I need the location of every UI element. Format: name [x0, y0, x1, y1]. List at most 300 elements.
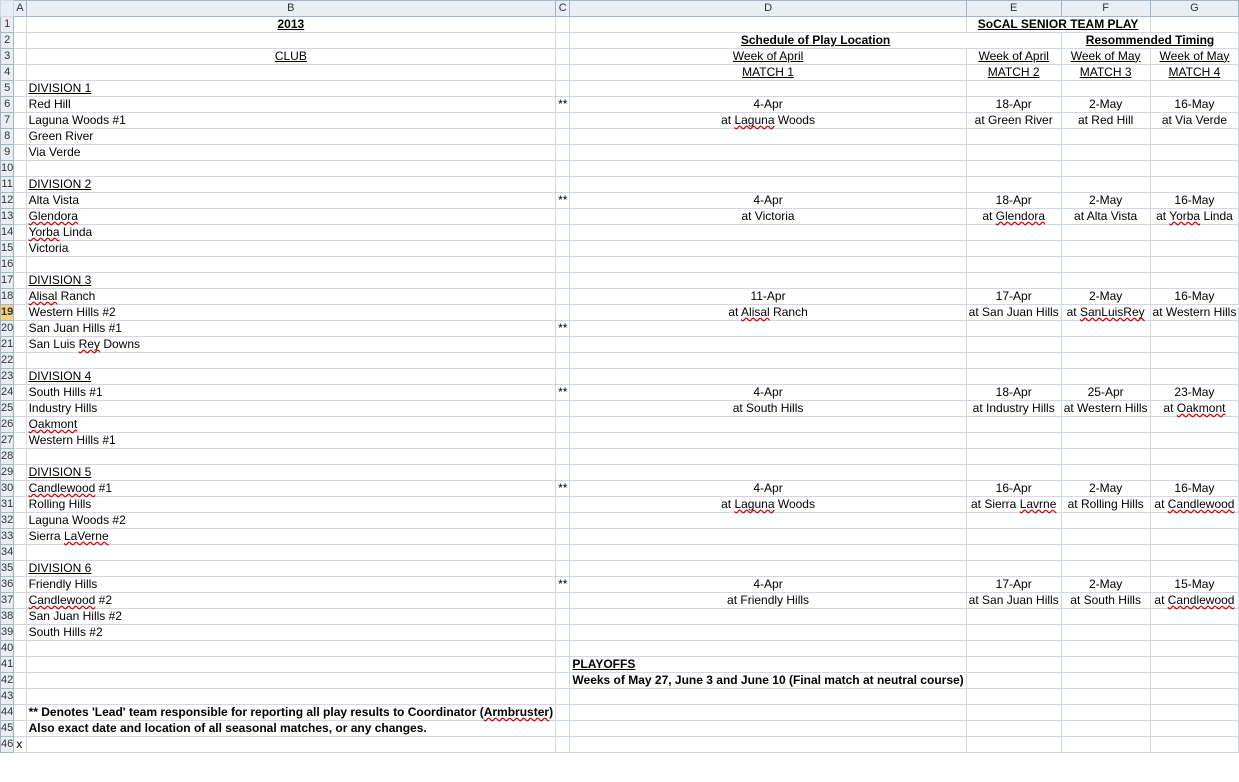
cell-e28[interactable] [966, 448, 1061, 464]
cell-e46[interactable] [966, 736, 1061, 752]
cell-b15[interactable] [26, 240, 555, 256]
cell-c14[interactable] [556, 224, 570, 240]
cell-g39[interactable] [1150, 624, 1239, 640]
cell-d5[interactable] [570, 80, 966, 96]
cell-c11[interactable] [556, 176, 570, 192]
row-header-3[interactable]: 3 [1, 48, 14, 64]
cell-d36[interactable] [570, 576, 966, 592]
cell-a19[interactable] [14, 304, 26, 320]
cell-a10[interactable] [14, 160, 26, 176]
cell-f28[interactable] [1061, 448, 1150, 464]
cell-a7[interactable] [14, 112, 26, 128]
cell-e44[interactable] [966, 704, 1061, 720]
select-all-corner[interactable] [1, 1, 14, 17]
cell-b41[interactable] [26, 656, 555, 672]
cell-c1[interactable] [556, 16, 570, 32]
cell-f12[interactable] [1061, 192, 1150, 208]
cell-g10[interactable] [1150, 160, 1239, 176]
cell-g26[interactable] [1150, 416, 1239, 432]
cell-a18[interactable] [14, 288, 26, 304]
cell-b42[interactable] [26, 672, 555, 688]
cell-g34[interactable] [1150, 544, 1239, 560]
cell-g37[interactable] [1150, 592, 1239, 608]
cell-c24[interactable] [556, 384, 570, 400]
cell-b40[interactable] [26, 640, 555, 656]
cell-e37[interactable] [966, 592, 1061, 608]
row-header-33[interactable]: 33 [1, 528, 14, 544]
cell-e45[interactable] [966, 720, 1061, 736]
cell-d43[interactable] [570, 688, 966, 704]
cell-d41[interactable] [570, 656, 966, 672]
cell-f17[interactable] [1061, 272, 1150, 288]
cell-d22[interactable] [570, 352, 966, 368]
cell-d31[interactable] [570, 496, 966, 512]
cell-c31[interactable] [556, 496, 570, 512]
column-header-b[interactable]: B [26, 1, 555, 17]
cell-g35[interactable] [1150, 560, 1239, 576]
cell-c41[interactable] [556, 656, 570, 672]
cell-a29[interactable] [14, 464, 26, 480]
cell-g5[interactable] [1150, 80, 1239, 96]
cell-e21[interactable] [966, 336, 1061, 352]
cell-g13[interactable] [1150, 208, 1239, 224]
cell-c9[interactable] [556, 144, 570, 160]
cell-a16[interactable] [14, 256, 26, 272]
cell-b5[interactable] [26, 80, 555, 96]
cell-b2[interactable] [26, 32, 555, 48]
cell-f19[interactable] [1061, 304, 1150, 320]
cell-f32[interactable] [1061, 512, 1150, 528]
cell-b26[interactable] [26, 416, 555, 432]
row-header-21[interactable]: 21 [1, 336, 14, 352]
cell-d29[interactable] [570, 464, 966, 480]
cell-a21[interactable] [14, 336, 26, 352]
cell-c18[interactable] [556, 288, 570, 304]
cell-b22[interactable] [26, 352, 555, 368]
cell-b13[interactable] [26, 208, 555, 224]
cell-c23[interactable] [556, 368, 570, 384]
cell-g23[interactable] [1150, 368, 1239, 384]
cell-a4[interactable] [14, 64, 26, 80]
cell-b28[interactable] [26, 448, 555, 464]
cell-c27[interactable] [556, 432, 570, 448]
cell-g27[interactable] [1150, 432, 1239, 448]
cell-f45[interactable] [1061, 720, 1150, 736]
cell-a36[interactable] [14, 576, 26, 592]
cell-d44[interactable] [570, 704, 966, 720]
cell-g8[interactable] [1150, 128, 1239, 144]
cell-e11[interactable] [966, 176, 1061, 192]
cell-c30[interactable] [556, 480, 570, 496]
cell-e23[interactable] [966, 368, 1061, 384]
cell-c22[interactable] [556, 352, 570, 368]
cell-a43[interactable] [14, 688, 26, 704]
row-header-5[interactable]: 5 [1, 80, 14, 96]
column-header-d[interactable]: D [570, 1, 966, 17]
cell-f30[interactable] [1061, 480, 1150, 496]
cell-b17[interactable] [26, 272, 555, 288]
cell-c7[interactable] [556, 112, 570, 128]
cell-e38[interactable] [966, 608, 1061, 624]
cell-e24[interactable] [966, 384, 1061, 400]
cell-g25[interactable] [1150, 400, 1239, 416]
cell-g18[interactable] [1150, 288, 1239, 304]
cell-f29[interactable] [1061, 464, 1150, 480]
cell-a23[interactable] [14, 368, 26, 384]
cell-a1[interactable] [14, 16, 26, 32]
cell-d26[interactable] [570, 416, 966, 432]
cell-b14[interactable] [26, 224, 555, 240]
cell-b25[interactable] [26, 400, 555, 416]
row-header-11[interactable]: 11 [1, 176, 14, 192]
cell-c34[interactable] [556, 544, 570, 560]
cell-d1[interactable] [570, 16, 966, 32]
row-header-39[interactable]: 39 [1, 624, 14, 640]
row-header-30[interactable]: 30 [1, 480, 14, 496]
cell-g42[interactable] [1150, 672, 1239, 688]
cell-a27[interactable] [14, 432, 26, 448]
cell-d7[interactable] [570, 112, 966, 128]
row-header-25[interactable]: 25 [1, 400, 14, 416]
row-header-43[interactable]: 43 [1, 688, 14, 704]
row-header-28[interactable]: 28 [1, 448, 14, 464]
cell-c5[interactable] [556, 80, 570, 96]
cell-g44[interactable] [1150, 704, 1239, 720]
cell-f23[interactable] [1061, 368, 1150, 384]
row-header-10[interactable]: 10 [1, 160, 14, 176]
row-header-46[interactable]: 46 [1, 736, 14, 752]
cell-c13[interactable] [556, 208, 570, 224]
cell-c19[interactable] [556, 304, 570, 320]
cell-g45[interactable] [1150, 720, 1239, 736]
column-header-g[interactable]: G [1150, 1, 1239, 17]
cell-c38[interactable] [556, 608, 570, 624]
cell-c39[interactable] [556, 624, 570, 640]
cell-a14[interactable] [14, 224, 26, 240]
cell-a6[interactable] [14, 96, 26, 112]
cell-c28[interactable] [556, 448, 570, 464]
cell-f37[interactable] [1061, 592, 1150, 608]
cell-e31[interactable] [966, 496, 1061, 512]
cell-f21[interactable] [1061, 336, 1150, 352]
cell-f35[interactable] [1061, 560, 1150, 576]
cell-b12[interactable] [26, 192, 555, 208]
cell-d21[interactable] [570, 336, 966, 352]
row-header-32[interactable]: 32 [1, 512, 14, 528]
cell-b27[interactable] [26, 432, 555, 448]
cell-b44[interactable] [26, 704, 555, 720]
cell-d38[interactable] [570, 608, 966, 624]
cell-g3[interactable] [1150, 48, 1239, 64]
cell-e36[interactable] [966, 576, 1061, 592]
cell-e18[interactable] [966, 288, 1061, 304]
cell-a37[interactable] [14, 592, 26, 608]
cell-a22[interactable] [14, 352, 26, 368]
cell-b30[interactable] [26, 480, 555, 496]
column-header-e[interactable]: E [966, 1, 1061, 17]
cell-b35[interactable] [26, 560, 555, 576]
cell-g4[interactable] [1150, 64, 1239, 80]
row-header-27[interactable]: 27 [1, 432, 14, 448]
cell-e27[interactable] [966, 432, 1061, 448]
cell-e29[interactable] [966, 464, 1061, 480]
cell-a46[interactable] [14, 736, 26, 752]
cell-c32[interactable] [556, 512, 570, 528]
row-header-4[interactable]: 4 [1, 64, 14, 80]
cell-g7[interactable] [1150, 112, 1239, 128]
cell-e19[interactable] [966, 304, 1061, 320]
cell-e41[interactable] [966, 656, 1061, 672]
cell-f6[interactable] [1061, 96, 1150, 112]
row-header-29[interactable]: 29 [1, 464, 14, 480]
cell-b34[interactable] [26, 544, 555, 560]
row-header-40[interactable]: 40 [1, 640, 14, 656]
cell-b10[interactable] [26, 160, 555, 176]
cell-d24[interactable] [570, 384, 966, 400]
cell-a26[interactable] [14, 416, 26, 432]
cell-f2[interactable] [1061, 32, 1239, 48]
cell-e40[interactable] [966, 640, 1061, 656]
cell-b4[interactable] [26, 64, 555, 80]
cell-d18[interactable] [570, 288, 966, 304]
cell-e34[interactable] [966, 544, 1061, 560]
cell-a42[interactable] [14, 672, 26, 688]
cell-a44[interactable] [14, 704, 26, 720]
cell-d37[interactable] [570, 592, 966, 608]
cell-e14[interactable] [966, 224, 1061, 240]
cell-d30[interactable] [570, 480, 966, 496]
cell-a20[interactable] [14, 320, 26, 336]
row-header-45[interactable]: 45 [1, 720, 14, 736]
cell-d40[interactable] [570, 640, 966, 656]
cell-g43[interactable] [1150, 688, 1239, 704]
cell-g32[interactable] [1150, 512, 1239, 528]
cell-f27[interactable] [1061, 432, 1150, 448]
cell-e39[interactable] [966, 624, 1061, 640]
cell-g9[interactable] [1150, 144, 1239, 160]
cell-g29[interactable] [1150, 464, 1239, 480]
cell-a35[interactable] [14, 560, 26, 576]
row-header-15[interactable]: 15 [1, 240, 14, 256]
cell-a11[interactable] [14, 176, 26, 192]
cell-g1[interactable] [1150, 16, 1239, 32]
cell-d28[interactable] [570, 448, 966, 464]
cell-a5[interactable] [14, 80, 26, 96]
cell-c21[interactable] [556, 336, 570, 352]
cell-f34[interactable] [1061, 544, 1150, 560]
cell-d39[interactable] [570, 624, 966, 640]
cell-b16[interactable] [26, 256, 555, 272]
cell-f16[interactable] [1061, 256, 1150, 272]
cell-b9[interactable] [26, 144, 555, 160]
cell-g31[interactable] [1150, 496, 1239, 512]
cell-d19[interactable] [570, 304, 966, 320]
cell-c3[interactable] [556, 48, 570, 64]
cell-c26[interactable] [556, 416, 570, 432]
cell-f25[interactable] [1061, 400, 1150, 416]
cell-g15[interactable] [1150, 240, 1239, 256]
cell-d11[interactable] [570, 176, 966, 192]
cell-c17[interactable] [556, 272, 570, 288]
cell-b19[interactable] [26, 304, 555, 320]
cell-f31[interactable] [1061, 496, 1150, 512]
cell-c43[interactable] [556, 688, 570, 704]
cell-e8[interactable] [966, 128, 1061, 144]
cell-c6[interactable] [556, 96, 570, 112]
cell-d12[interactable] [570, 192, 966, 208]
cell-f10[interactable] [1061, 160, 1150, 176]
cell-c36[interactable] [556, 576, 570, 592]
cell-e13[interactable] [966, 208, 1061, 224]
column-header-f[interactable]: F [1061, 1, 1150, 17]
cell-f41[interactable] [1061, 656, 1150, 672]
cell-a39[interactable] [14, 624, 26, 640]
cell-g19[interactable] [1150, 304, 1239, 320]
cell-e20[interactable] [966, 320, 1061, 336]
cell-b38[interactable] [26, 608, 555, 624]
cell-a8[interactable] [14, 128, 26, 144]
row-header-13[interactable]: 13 [1, 208, 14, 224]
cell-a33[interactable] [14, 528, 26, 544]
cell-f36[interactable] [1061, 576, 1150, 592]
cell-b39[interactable] [26, 624, 555, 640]
cell-g11[interactable] [1150, 176, 1239, 192]
cell-e9[interactable] [966, 144, 1061, 160]
cell-a45[interactable] [14, 720, 26, 736]
cell-e12[interactable] [966, 192, 1061, 208]
cell-f7[interactable] [1061, 112, 1150, 128]
cell-b36[interactable] [26, 576, 555, 592]
cell-a25[interactable] [14, 400, 26, 416]
cell-c33[interactable] [556, 528, 570, 544]
cell-f24[interactable] [1061, 384, 1150, 400]
row-header-9[interactable]: 9 [1, 144, 14, 160]
cell-a9[interactable] [14, 144, 26, 160]
cell-b43[interactable] [26, 688, 555, 704]
cell-g14[interactable] [1150, 224, 1239, 240]
cell-c29[interactable] [556, 464, 570, 480]
cell-d6[interactable] [570, 96, 966, 112]
cell-b11[interactable] [26, 176, 555, 192]
cell-b32[interactable] [26, 512, 555, 528]
cell-f3[interactable] [1061, 48, 1150, 64]
row-header-12[interactable]: 12 [1, 192, 14, 208]
cell-c40[interactable] [556, 640, 570, 656]
cell-g17[interactable] [1150, 272, 1239, 288]
row-header-20[interactable]: 20 [1, 320, 14, 336]
row-header-35[interactable]: 35 [1, 560, 14, 576]
cell-b24[interactable] [26, 384, 555, 400]
row-header-42[interactable]: 42 [1, 672, 14, 688]
cell-f39[interactable] [1061, 624, 1150, 640]
row-header-6[interactable]: 6 [1, 96, 14, 112]
row-header-23[interactable]: 23 [1, 368, 14, 384]
cell-b7[interactable] [26, 112, 555, 128]
cell-g24[interactable] [1150, 384, 1239, 400]
cell-e32[interactable] [966, 512, 1061, 528]
cell-e1[interactable] [966, 16, 1150, 32]
row-header-22[interactable]: 22 [1, 352, 14, 368]
row-header-2[interactable]: 2 [1, 32, 14, 48]
cell-f9[interactable] [1061, 144, 1150, 160]
row-header-31[interactable]: 31 [1, 496, 14, 512]
cell-a38[interactable] [14, 608, 26, 624]
cell-c10[interactable] [556, 160, 570, 176]
cell-e4[interactable] [966, 64, 1061, 80]
cell-d13[interactable] [570, 208, 966, 224]
cell-g46[interactable] [1150, 736, 1239, 752]
cell-b46[interactable] [26, 736, 555, 752]
row-header-38[interactable]: 38 [1, 608, 14, 624]
row-header-7[interactable]: 7 [1, 112, 14, 128]
cell-b33[interactable] [26, 528, 555, 544]
cell-f5[interactable] [1061, 80, 1150, 96]
cell-d42[interactable] [570, 672, 966, 688]
cell-d34[interactable] [570, 544, 966, 560]
cell-d20[interactable] [570, 320, 966, 336]
cell-c46[interactable] [556, 736, 570, 752]
cell-e43[interactable] [966, 688, 1061, 704]
cell-f18[interactable] [1061, 288, 1150, 304]
cell-a31[interactable] [14, 496, 26, 512]
cell-a34[interactable] [14, 544, 26, 560]
row-header-17[interactable]: 17 [1, 272, 14, 288]
cell-e15[interactable] [966, 240, 1061, 256]
cell-a28[interactable] [14, 448, 26, 464]
cell-e35[interactable] [966, 560, 1061, 576]
cell-d15[interactable] [570, 240, 966, 256]
cell-e10[interactable] [966, 160, 1061, 176]
cell-f33[interactable] [1061, 528, 1150, 544]
row-header-24[interactable]: 24 [1, 384, 14, 400]
cell-e26[interactable] [966, 416, 1061, 432]
cell-a15[interactable] [14, 240, 26, 256]
cell-g16[interactable] [1150, 256, 1239, 272]
cell-c12[interactable] [556, 192, 570, 208]
cell-c37[interactable] [556, 592, 570, 608]
cell-e16[interactable] [966, 256, 1061, 272]
row-header-19[interactable]: 19 [1, 304, 14, 320]
cell-b1[interactable] [26, 16, 555, 32]
cell-d46[interactable] [570, 736, 966, 752]
row-header-36[interactable]: 36 [1, 576, 14, 592]
cell-g33[interactable] [1150, 528, 1239, 544]
cell-e33[interactable] [966, 528, 1061, 544]
cell-d45[interactable] [570, 720, 966, 736]
cell-g20[interactable] [1150, 320, 1239, 336]
row-header-44[interactable]: 44 [1, 704, 14, 720]
cell-f15[interactable] [1061, 240, 1150, 256]
cell-c45[interactable] [556, 720, 570, 736]
cell-a17[interactable] [14, 272, 26, 288]
cell-a40[interactable] [14, 640, 26, 656]
cell-e5[interactable] [966, 80, 1061, 96]
cell-g38[interactable] [1150, 608, 1239, 624]
cell-b21[interactable] [26, 336, 555, 352]
cell-a3[interactable] [14, 48, 26, 64]
cell-f42[interactable] [1061, 672, 1150, 688]
cell-d23[interactable] [570, 368, 966, 384]
cell-d4[interactable] [570, 64, 966, 80]
cell-f4[interactable] [1061, 64, 1150, 80]
cell-f38[interactable] [1061, 608, 1150, 624]
column-header-c[interactable]: C [556, 1, 570, 17]
cell-c42[interactable] [556, 672, 570, 688]
cell-f8[interactable] [1061, 128, 1150, 144]
cell-g12[interactable] [1150, 192, 1239, 208]
cell-e3[interactable] [966, 48, 1061, 64]
cell-g22[interactable] [1150, 352, 1239, 368]
